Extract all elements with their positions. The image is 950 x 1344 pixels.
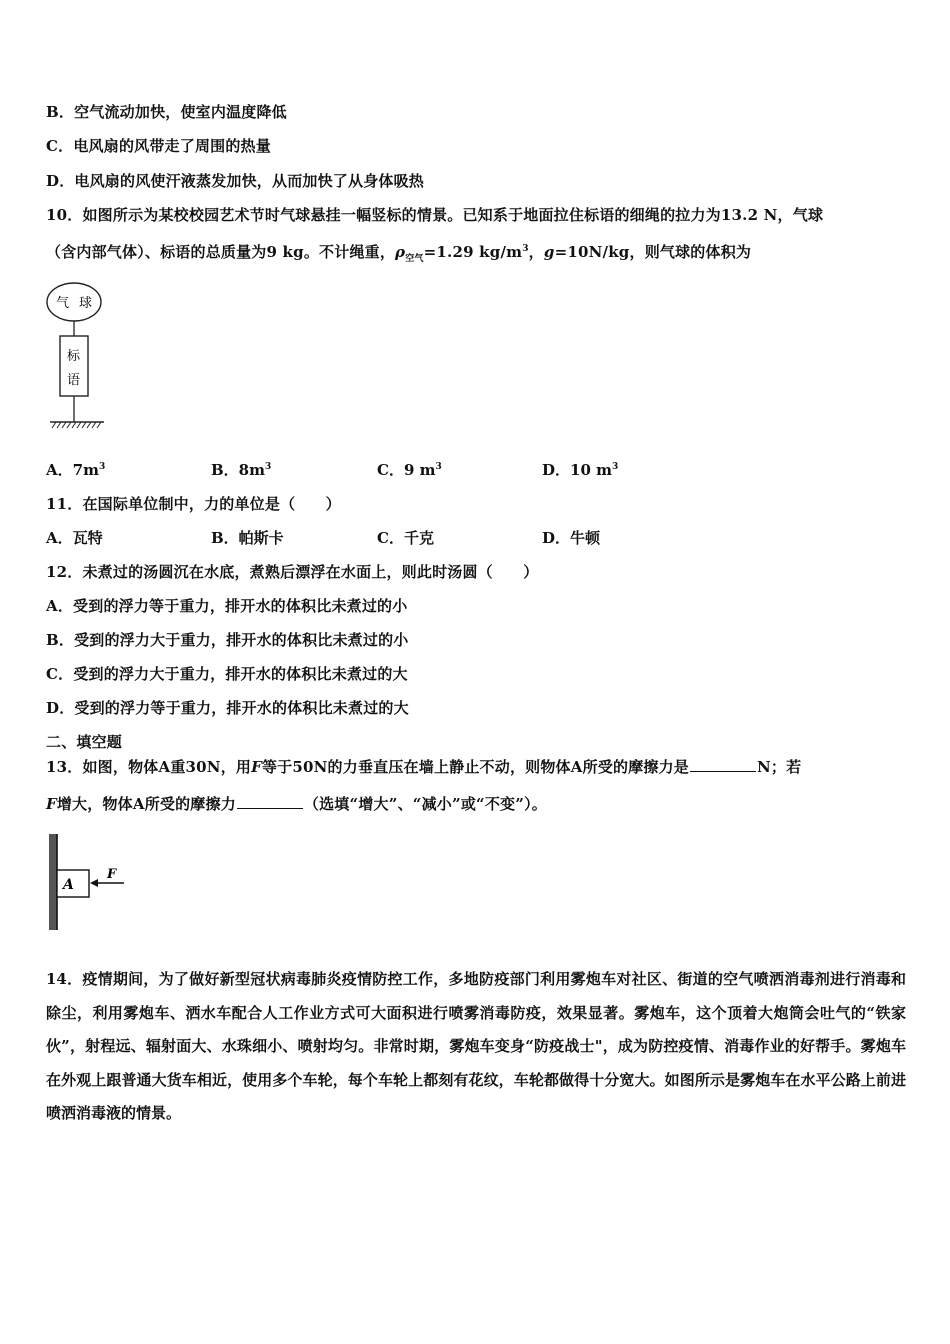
section-heading: 二、填空题 [46, 733, 123, 751]
rho-subscript: 空气 [405, 254, 424, 264]
q10-option-b-label: B．8m [211, 461, 265, 479]
q12-stem: 12．未煮过的汤圆沉在水底，煮熟后漂浮在水面上，则此时汤圆（ ） [46, 563, 539, 581]
cube-superscript: 3 [522, 244, 529, 254]
banner-label-1: 标 [67, 349, 81, 364]
q10-stem-line1: 10．如图所示为某校校园艺术节时气球悬挂一幅竖标的情景。已知系于地面拉住标语的细绳的拉力为13.2 N，气球 [46, 206, 824, 224]
q10-stem-part-a: （含内部气体）、标语的总质量为9 kg。不计绳重， [46, 243, 396, 261]
q12-option-c: C．受到的浮力大于重力，排开水的体积比未煮过的大 [46, 665, 408, 683]
balloon-label-2: 球 [79, 296, 93, 311]
q13-part-a: 13．如图，物体A重30N，用 [46, 758, 252, 776]
q13-stem-line2 [46, 793, 547, 814]
block-a-label: A [63, 877, 74, 893]
q9-option-d: D．电风扇的风使汗液蒸发加快，从而加快了从身体吸热 [46, 172, 425, 190]
q12-option-a: A．受到的浮力等于重力，排开水的体积比未煮过的小 [46, 597, 408, 615]
q12-option-b: B．受到的浮力大于重力，排开水的体积比未煮过的小 [46, 631, 409, 649]
q10-option-a-sup: 3 [98, 462, 106, 472]
q10-stem-part-d: =10N/kg，则气球的体积为 [554, 243, 752, 261]
q13-part-d: 增大，物体A所受的摩擦力 [56, 795, 236, 813]
wall-block-figure [44, 832, 134, 936]
rho-symbol: ρ [395, 243, 406, 261]
q10-option-c-sup: 3 [435, 462, 442, 472]
banner-label-2: 语 [67, 373, 81, 388]
q10-option-a-label: A．7m [46, 461, 99, 479]
q10-stem-part-b: =1.29 kg/m [423, 243, 523, 261]
answer-blank-1[interactable] [690, 759, 756, 772]
q11-option-a: A．瓦特 [46, 529, 103, 547]
q10-option-d [542, 459, 618, 480]
q10-option-c [377, 459, 442, 480]
q10-option-c-label: C．9 m [377, 461, 436, 479]
q13-part-e: （选填“增大”、“减小”或“不变”）。 [303, 795, 547, 813]
q9-option-b: B．空气流动加快，使室内温度降低 [46, 103, 287, 121]
q13-part-c: N；若 [757, 758, 802, 776]
q11-option-d: D．牛顿 [542, 529, 601, 547]
balloon-banner-figure [44, 278, 114, 434]
force-arrow-label: F [107, 867, 117, 882]
q10-option-d-sup: 3 [611, 462, 619, 472]
q13-part-b: 等于50N的力垂直压在墙上静止不动，则物体A所受的摩擦力是 [261, 758, 689, 776]
q11-option-b: B．帕斯卡 [211, 529, 284, 547]
answer-blank-2[interactable] [237, 796, 303, 809]
force-symbol: F [251, 758, 262, 776]
q11-option-c: C．千克 [377, 529, 434, 547]
ground-hatch [52, 422, 101, 428]
q9-option-c: C．电风扇的风带走了周围的热量 [46, 137, 271, 155]
q10-option-d-label: D．10 m [542, 461, 612, 479]
q10-option-a [46, 459, 105, 480]
force-arrow-head [90, 879, 98, 887]
q10-stem-part-c: ， [528, 243, 544, 261]
q11-stem: 11．在国际单位制中，力的单位是（ ） [46, 495, 341, 513]
g-symbol: g [543, 243, 555, 261]
q14-paragraph: 14．疫情期间，为了做好新型冠状病毒肺炎疫情防控工作，多地防疫部门利用雾炮车对社区、街道的空气喷洒消毒剂进行消毒和除尘，利用雾炮车、洒水车配合人工作业方式可大面积进行喷雾消毒防疫，效果显著。雾炮车，这个顶着大炮筒会吐气的“铁家伙”，射程远、辐射面大、水珠细小、喷射均匀。非常时期，雾炮车变身“防疫战士"，成为防控疫情、消毒作业的好帮手。雾炮车在外观上跟普通大货车相近，使用多个车轮，每个车轮上都刻有花纹，车轮都做得十分宽大。如图所示是雾炮车在水平公路上前进喷洒消毒液的情景。 [46, 970, 906, 1122]
q13-stem-line1 [46, 756, 801, 777]
q12-option-d: D．受到的浮力等于重力，排开水的体积比未煮过的大 [46, 699, 409, 717]
q10-option-b-sup: 3 [265, 462, 272, 472]
balloon-label-1: 气 [56, 296, 70, 311]
wall-hatch [49, 834, 57, 930]
q10-stem-line2 [46, 241, 751, 264]
force-symbol-2: F [46, 795, 57, 813]
q10-option-b [211, 459, 271, 480]
